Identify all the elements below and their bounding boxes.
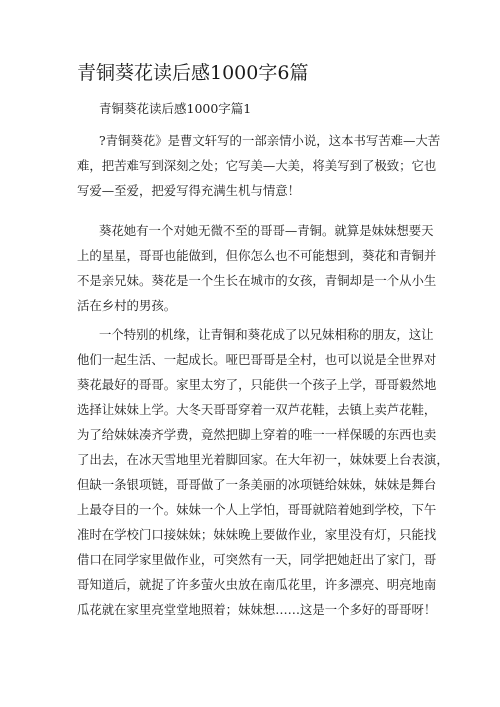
- text-line: 难，把苦难写到深刻之处；它写美—大美，将美写到了极致；它也: [77, 158, 437, 173]
- text-line: 选择让妹妹上学。大冬天哥哥穿着一双芦花鞋，去镇上卖芦花鞋，: [77, 402, 437, 417]
- text-line: 葵花她有一个对她无微不至的哥哥—青铜。就算是妹妹想要天: [99, 223, 434, 238]
- paragraph-1: [77, 128, 441, 203]
- text-line: 一个特别的机缘，让青铜和葵花成了以兄妹相称的朋友，这让: [99, 327, 434, 342]
- text-line: 了出去，在冰天雪地里光着脚回家。在大年初一，妹妹要上台表演，: [77, 452, 449, 467]
- text-line: 不是亲兄妹。葵花是一个生长在城市的女孩，青铜却是一个从小生: [77, 273, 437, 288]
- section-heading: 青铜葵花读后感1000字篇1: [99, 101, 252, 116]
- text-line: 活在乡村的男孩。: [77, 298, 177, 313]
- paragraph-2: [77, 218, 437, 318]
- text-line: 上的星星，哥哥也能做到，但你怎么也不可能想到，葵花和青铜并: [77, 248, 437, 263]
- text-line: 写爱—至爱，把爱写得充满生机与情意！: [77, 183, 301, 198]
- paragraph-3: [77, 322, 449, 622]
- text-line: 为了给妹妹凑齐学费，竟然把脚上穿着的唯一一样保暖的东西也卖: [77, 427, 437, 442]
- text-line: 他们一起生活、一起成长。哑巴哥哥是全村，也可以说是全世界对: [77, 352, 437, 367]
- document-title: 青铜葵花读后感1000字6篇: [77, 62, 309, 84]
- text-line: 上最夺目的一个。妹妹一个人上学怕，哥哥就陪着她到学校，下午: [77, 502, 437, 517]
- text-line: 瓜花就在家里亮堂堂地照着；妹妹想……这是一个多好的哥哥呀！: [77, 602, 437, 617]
- text-line: 准时在学校门口接妹妹；妹妹晚上要做作业，家里没有灯，只能找: [77, 527, 437, 542]
- text-line: 但缺一条银项链，哥哥做了一条美丽的冰项链给妹妹，妹妹是舞台: [77, 477, 437, 492]
- text-line: 葵花最好的哥哥。家里太穷了，只能供一个孩子上学，哥哥毅然地: [77, 377, 437, 392]
- text-line: 哥知道后，就捉了许多萤火虫放在南瓜花里，许多漂亮、明亮地南: [77, 577, 437, 592]
- text-line: ?青铜葵花》是曹文轩写的一部亲情小说，这本书写苦难—大苦: [99, 133, 441, 148]
- text-line: 借口在同学家里做作业，可突然有一天，同学把她赶出了家门，哥: [77, 552, 437, 567]
